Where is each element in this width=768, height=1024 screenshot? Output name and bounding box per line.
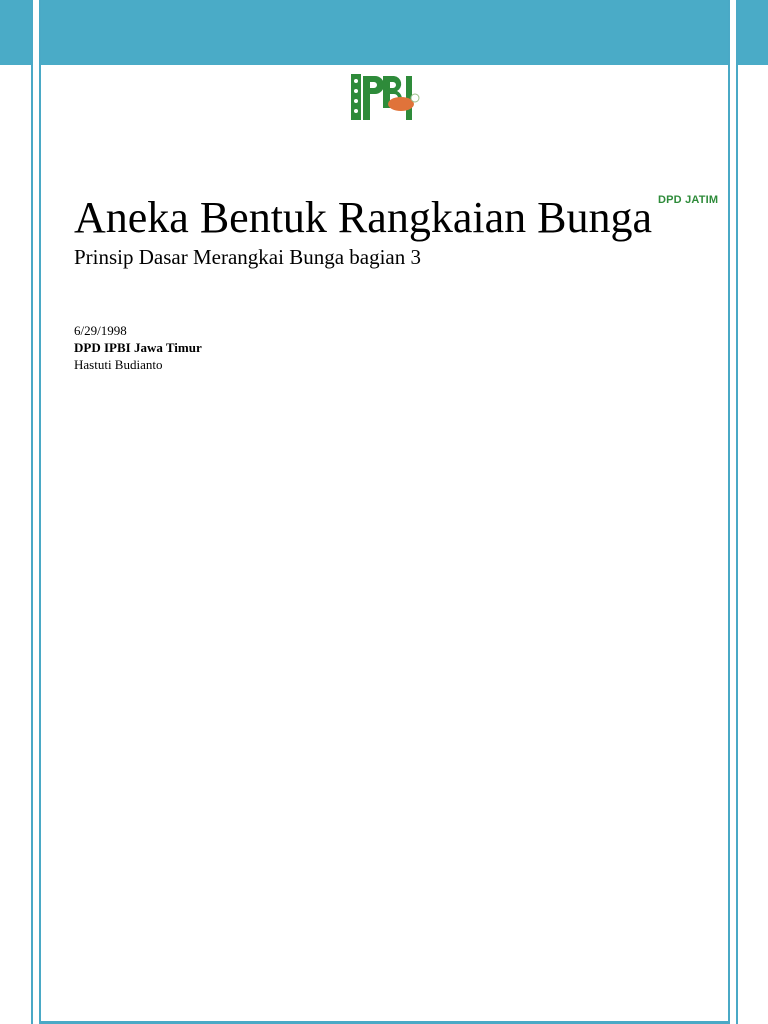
ipbi-logo bbox=[349, 72, 719, 206]
ipbi-logo-icon bbox=[349, 72, 421, 124]
logo-caption: DPD JATIM bbox=[658, 194, 719, 206]
document-author: Hastuti Budianto bbox=[74, 357, 163, 372]
next-page-edge[interactable] bbox=[736, 0, 768, 1024]
document-subtitle: Prinsip Dasar Merangkai Bunga bagian 3 bbox=[74, 245, 422, 269]
page-header-band bbox=[738, 0, 768, 65]
document-date: 6/29/1998 bbox=[74, 323, 127, 338]
document-title: Aneka Bentuk Rangkaian Bunga bbox=[74, 193, 652, 242]
page-header-band bbox=[41, 0, 728, 65]
document-page bbox=[39, 0, 730, 1024]
page-header-band bbox=[0, 0, 31, 65]
previous-page-edge[interactable] bbox=[0, 0, 33, 1024]
document-organization: DPD IPBI Jawa Timur bbox=[74, 340, 202, 355]
